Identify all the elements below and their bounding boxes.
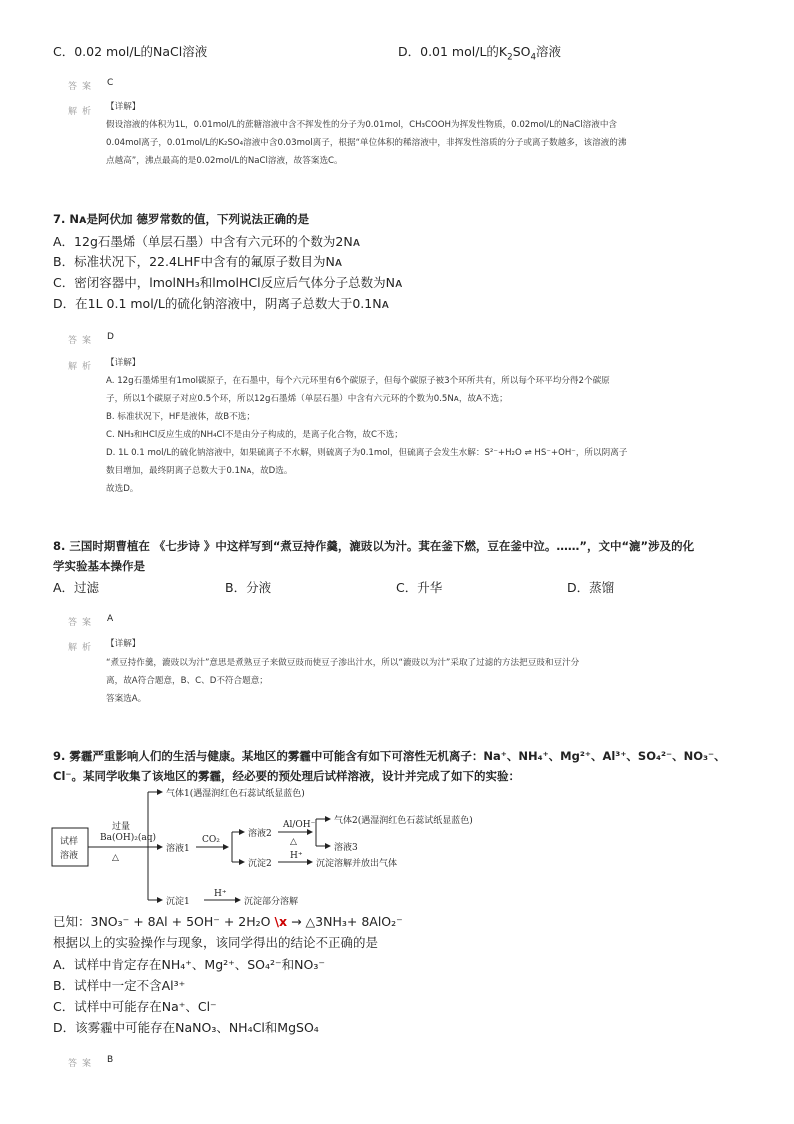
option-d-sub: 2 (507, 52, 513, 63)
option-d-sub: 4 (530, 52, 537, 63)
answer-label: 答案 (68, 336, 97, 346)
question-stem: Cl⁻。某同学收集了该地区的雾霾，经必要的预处理后试样溶液，设计并完成了如下的实验： (53, 769, 520, 783)
analysis-line: 点越高”，沸点最高的是0.02mol/L的NaCl溶液，故答案选C。 (106, 156, 343, 166)
answer-value: A (107, 614, 114, 624)
option-d-text: 溶液 (536, 44, 562, 59)
analysis-line: D. 1L 0.1 mol/L的硫化钠溶液中，如果硫离子不水解，则硫离子为0.1mol，但硫离子会发生水解：S²⁻+H₂O ⇌ HS⁻+OH⁻，所以阴离子 (106, 448, 628, 458)
precip2-label: 沉淀2 (248, 859, 272, 869)
option-a: A．过滤 (53, 580, 100, 595)
option-c: C．0.02 mol/L的NaCl溶液 (53, 44, 208, 59)
solution2-label: 溶液2 (248, 829, 272, 839)
analysis-line: 答案选A。 (106, 694, 147, 704)
option-d-text: SO (512, 44, 531, 59)
sample-text: 试样 (60, 837, 79, 847)
reagent-baoh2: Ba(OH)₂(aq) (100, 833, 156, 843)
analysis-line: 故选D。 (106, 484, 139, 494)
option-d: D．该雾霾中可能存在NaNO₃、NH₄Cl和MgSO₄ (53, 1020, 319, 1035)
detail-label: 【详解】 (106, 102, 141, 112)
option-a: A．12g石墨烯（单层石墨）中含有六元环的个数为2Nᴀ (53, 234, 361, 249)
al-oh-label: Al/OH⁻ (283, 820, 316, 830)
analysis-line: 假设溶液的体积为1L，0.01mol/L的蔗糖溶液中含不挥发性的分子为0.01mol，CH₃COOH为挥发性物质，0.02mol/L的NaCl溶液中含 (106, 120, 618, 130)
option-c: C．升华 (396, 580, 443, 595)
precip1-result: 沉淀部分溶解 (244, 897, 299, 907)
analysis-line: A. 12g石墨烯里有1mol碳原子，在石墨中，每个六元环里有6个碳原子，但每个碳原子被3个环所共有，所以每个环平均分得2个碳原 (106, 376, 610, 386)
hplus-label: H⁺ (214, 889, 227, 899)
answer-value: C (107, 78, 114, 88)
question-prompt: 根据以上的实验操作与现象，该同学得出的结论不正确的是 (53, 935, 379, 950)
question-stem: 8. 三国时期曹植在 《七步诗 》中这样写到“煮豆持作羹，漉豉以为汁。萁在釜下燃，豆在釜中泣。……”，文中“漉”涉及的化 (53, 539, 695, 553)
analysis-line: 数目增加，最终阴离子总数大于0.1Nᴀ，故D选。 (106, 466, 293, 476)
question-stem: 学实验基本操作是 (53, 559, 145, 573)
answer-value: B (107, 1055, 114, 1065)
analysis-line: 0.04mol离子，0.01mol/L的K₂SO₄溶液中含0.03mol离子，根据“单位体积的稀溶液中，非挥发性溶质的分子或离子数越多，该溶液的沸 (106, 138, 627, 148)
precip1-label: 沉淀1 (166, 897, 190, 907)
analysis-line: C. NH₃和HCl反应生成的NH₄Cl不是由分子构成的，是离子化合物，故C不选； (106, 430, 403, 440)
answer-label: 答案 (68, 1059, 97, 1069)
option-d: D．蒸馏 (567, 580, 615, 595)
detail-label: 【详解】 (106, 639, 141, 649)
option-c: C．试样中可能存在Na⁺、Cl⁻ (53, 999, 217, 1014)
co2-label: CO₂ (202, 835, 220, 845)
reagent-excess: 过量 (112, 822, 131, 832)
solution3-label: 溶液3 (334, 843, 358, 853)
equation-text: 已知：3NO₃⁻ + 8Al + 5OH⁻ + 2H₂O (53, 914, 271, 929)
analysis-label: 解析 (68, 107, 97, 117)
solution1-label: 溶液1 (166, 844, 190, 854)
gas1-label: 气体1(遇湿润红色石蕊试纸显蓝色) (166, 789, 305, 799)
question-stem: 9. 雾霾严重影响人们的生活与健康。某地区的雾霾中可能含有如下可溶性无机离子：Na⁺、NH₄⁺、Mg²⁺、Al³⁺、SO₄²⁻、NO₃⁻、 (53, 749, 726, 763)
precip2-result: 沉淀溶解并放出气体 (316, 859, 398, 869)
analysis-line: 子，所以1个碳原子对应0.5个环，所以12g石墨烯（单层石墨）中含有六元环的个数为0.5Nᴀ，故A不选； (106, 394, 508, 404)
experiment-flow-diagram (50, 786, 510, 911)
sample-text: 溶液 (60, 851, 79, 861)
option-d: D．在1L 0.1 mol/L的硫化钠溶液中，阴离子总数大于0.1Nᴀ (53, 296, 389, 311)
analysis-label: 解析 (68, 362, 97, 372)
analysis-line: “煮豆持作羹，漉豉以为汁”意思是煮熟豆子来做豆豉而使豆子渗出汁水，所以“漉豉以为汁”采取了过滤的方法把豆豉和豆汁分 (106, 658, 580, 668)
option-d (398, 42, 561, 63)
option-a: A．试样中肯定存在NH₄⁺、Mg²⁺、SO₄²⁻和NO₃⁻ (53, 957, 325, 972)
analysis-line: 离，故A符合题意，B、C、D不符合题意； (106, 676, 268, 686)
answer-label: 答案 (68, 82, 97, 92)
heat-symbol: △ (290, 837, 297, 847)
known-equation (53, 912, 403, 930)
equation-text: → △3NH₃+ 8AlO₂⁻ (291, 914, 403, 929)
heat-symbol: △ (112, 853, 119, 863)
option-b: B．试样中一定不含Al³⁺ (53, 978, 186, 993)
hplus-label: H⁺ (290, 851, 303, 861)
option-b: B．分液 (225, 580, 272, 595)
analysis-line: B. 标准状况下，HF是液体，故B不选； (106, 412, 255, 422)
option-c: C．密闭容器中，lmolNH₃和lmolHCl反应后气体分子总数为Nᴀ (53, 275, 403, 290)
analysis-label: 解析 (68, 643, 97, 653)
detail-label: 【详解】 (106, 358, 141, 368)
answer-value: D (107, 332, 114, 342)
gas2-label: 气体2(遇湿润红色石蕊试纸显蓝色) (334, 816, 473, 826)
answer-label: 答案 (68, 618, 97, 628)
equation-mark: \x (274, 914, 288, 929)
option-d-text: D．0.01 mol/L的K (398, 44, 508, 59)
question-stem: 7. Nᴀ是阿伏加 德罗常数的值，下列说法正确的是 (53, 212, 309, 226)
option-b: B．标准状况下，22.4LHF中含有的氟原子数目为Nᴀ (53, 254, 343, 269)
